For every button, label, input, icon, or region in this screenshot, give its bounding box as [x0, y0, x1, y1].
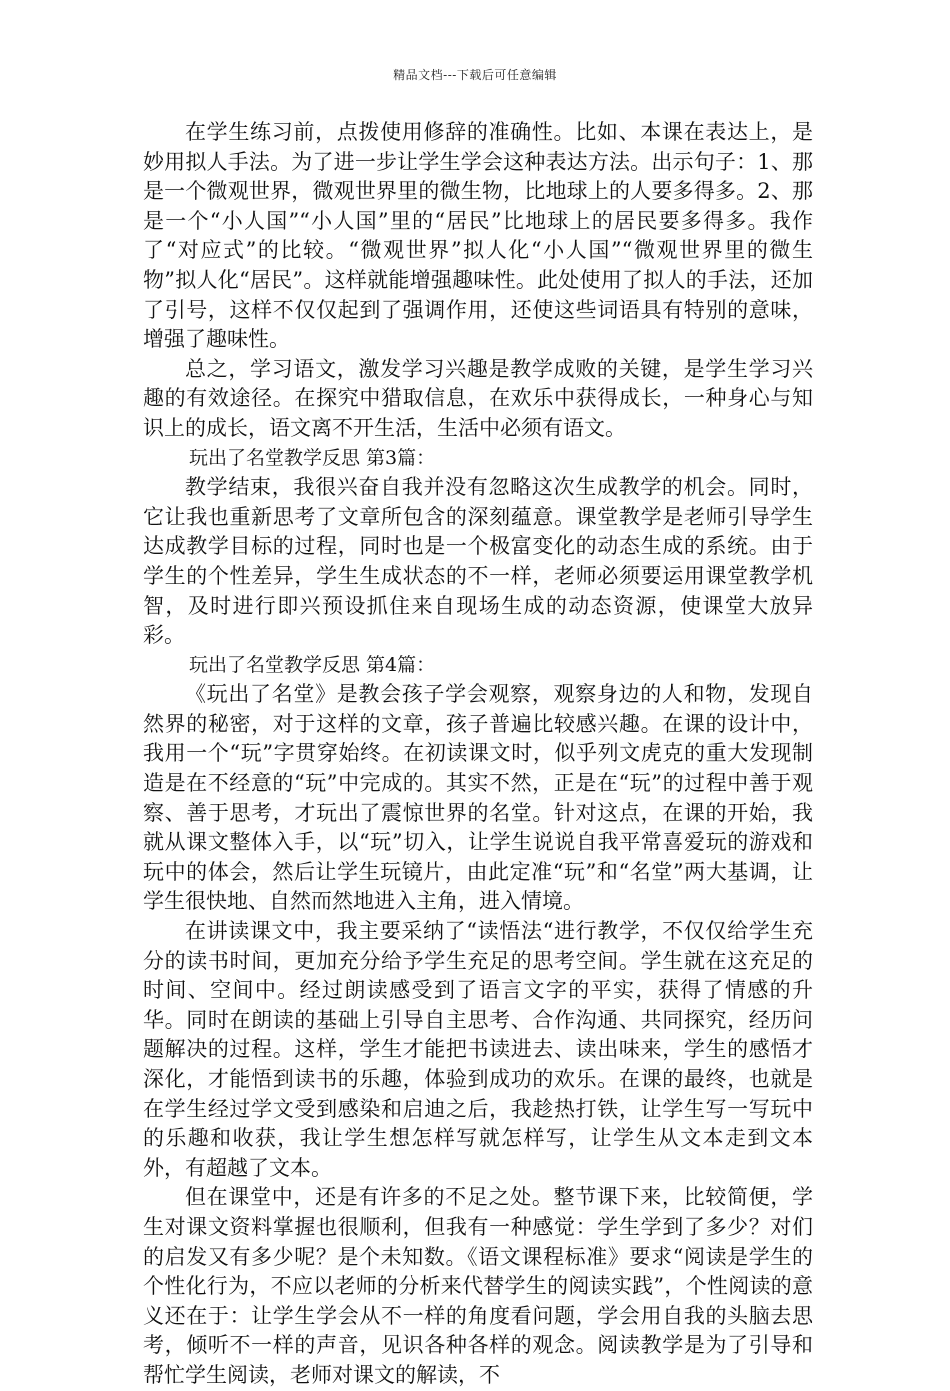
- paragraph-rhetoric: 在学生练习前，点拨使用修辞的准确性。比如、本课在表达上，是妙用拟人手法。为了进一步让学生学会这种表达方法。出示句子：1、那是一个微观世界，微观世界里的微生物，比地球上的人要多得多。2、那是一个“小人国”“小人国”里的“居民”比地球上的居民要多得多。我作了“对应式”的比较。“微观世界”拟人化“小人国”“微观世界里的微生物”拟人化“居民”。这样就能增强趣味性。此处使用了拟人的手法，还加了引号，这样不仅仅起到了强调作用，还使这些词语具有特别的意味，增强了趣味性。: [143, 120, 813, 352]
- paragraph-part-4-shortcomings: 但在课堂中，还是有许多的不足之处。整节课下来，比较简便，学生对课文资料掌握也很顺利，但我有一种感觉：学生学到了多少？对们的启发又有多少呢？是个未知数。《语文课程标准》要求“阅读是学生的个性化行为，不应以老师的分析来代替学生的阅读实践”，个性阅读的意义还在于：让学生学会从不一样的角度看问题，学会用自我的头脑去思考，倾听不一样的声音，见识各种各样的观念。阅读教学是为了引导和帮忙学生阅读，老师对课文的解读，不: [143, 1185, 813, 1387]
- paragraph-part-4-intro: 《玩出了名堂》是教会孩子学会观察，观察身边的人和物，发现自然界的秘密，对于这样的文章，孩子普遍比较感兴趣。在课的设计中，我用一个“玩”字贯穿始终。在初读课文时，似乎列文虎克的重大发现制造是在不经意的“玩”中完成的。其实不然，正是在“玩”的过程中善于观察、善于思考，才玩出了震惊世界的名堂。针对这点，在课的开始，我就从课文整体入手，以“玩”切入，让学生说说自我平常喜爱玩的游戏和玩中的体会，然后让学生玩镜片，由此定准“玩”和“名堂”两大基调，让学生很快地、自然而然地进入主角，进入情境。: [143, 682, 813, 914]
- paragraph-part-4-reading: 在讲读课文中，我主要采纳了“读悟法“进行教学，不仅仅给学生充分的读书时间，更加充分给予学生充足的思考空间。学生就在这充足的时间、空间中。经过朗读感受到了语言文字的平实，获得了情感的升华。同时在朗读的基础上引导自主思考、合作沟通、共同探究，经历问题解决的过程。这样，学生才能把书读进去、读出味来，学生的感悟才深化，才能悟到读书的乐趣，体验到成功的欢乐。在课的最终，也就是在学生经过学文受到感染和启迪之后，我趁热打铁，让学生写一写玩中的乐趣和收获，我让学生想怎样写就怎样写，让学生从文本走到文本外，有超越了文本。: [143, 919, 813, 1180]
- section-title-part-3: 玩出了名堂教学反思 第3篇：: [189, 446, 436, 469]
- paragraph-summary: 总之，学习语文，激发学习兴趣是教学成败的关键，是学生学习兴趣的有效途径。在探究中猎取信息，在欢乐中获得成长，一种身心与知识上的成长，语文离不开生活，生活中必须有语文。: [143, 356, 813, 440]
- paragraph-part-3: 教学结束，我很兴奋自我并没有忽略这次生成教学的机会。同时，它让我也重新思考了文章所包含的深刻蕴意。课堂教学是老师引导学生达成教学目标的过程，同时也是一个极富变化的动态生成的系统。由于学生的个性差异，学生生成状态的不一样，老师必须要运用课堂教学机智，及时进行即兴预设抓住来自现场生成的动态资源，使课堂大放异彩。: [143, 475, 813, 648]
- page-header: 精品文档---下载后可任意编辑: [393, 68, 557, 82]
- document-body: [143, 118, 813, 1391]
- section-title-part-4: 玩出了名堂教学反思 第4篇：: [189, 653, 436, 676]
